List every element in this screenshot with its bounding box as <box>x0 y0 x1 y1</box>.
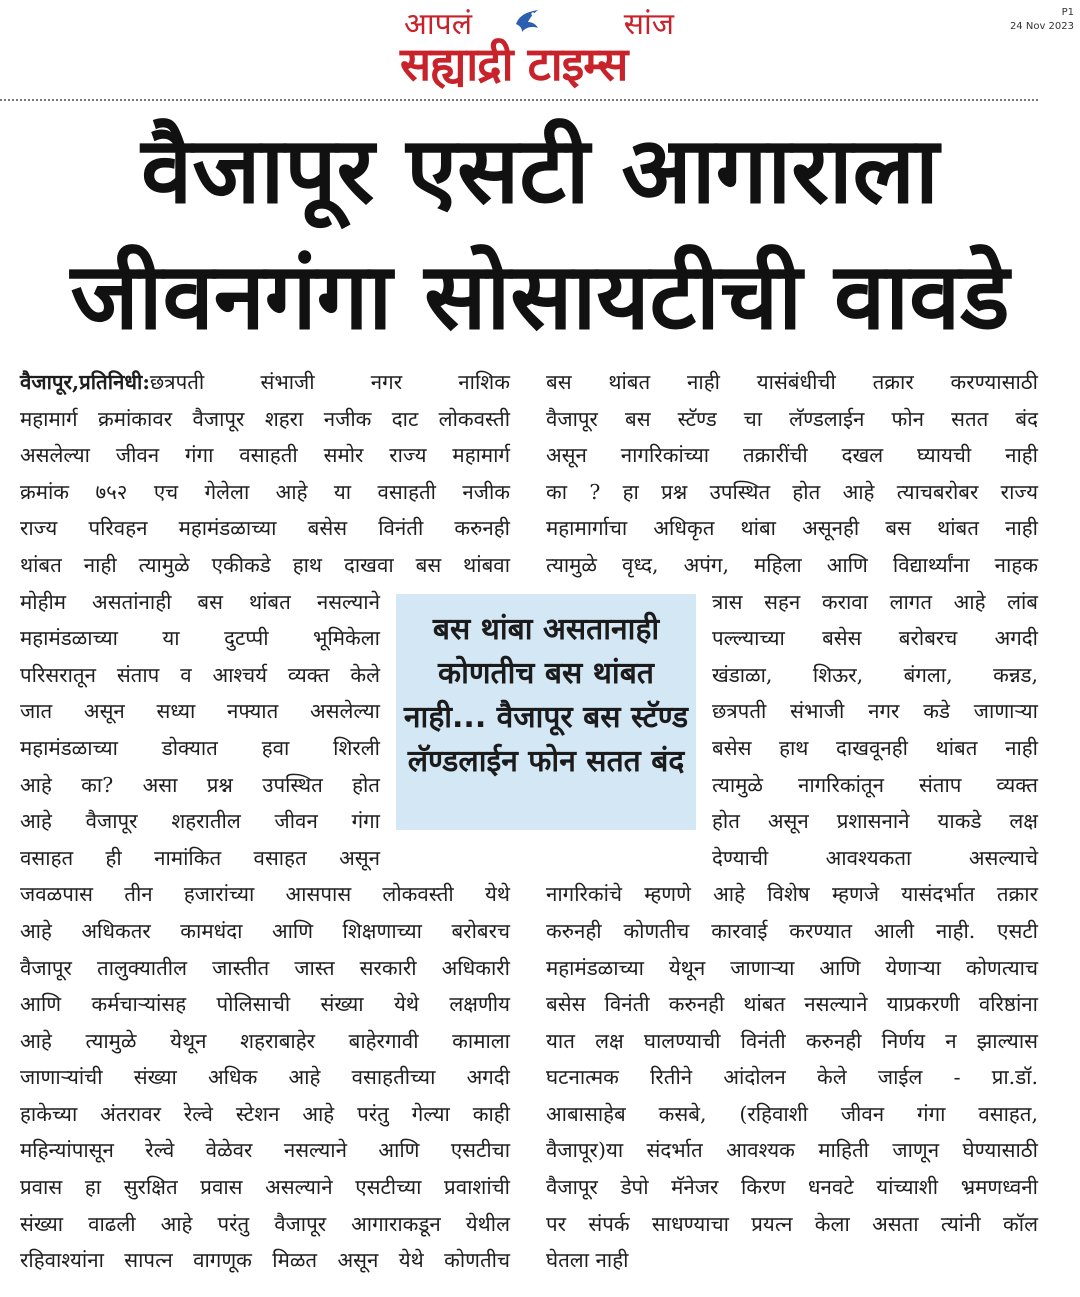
article-line: मोहीम असतांनाही बस थांबत नसल्याने <box>20 589 380 614</box>
article-line: नागरिकांचे म्हणणे आहे विशेष म्हणजे यासंदर्भात तक्रार <box>546 882 1038 907</box>
article-line <box>20 364 510 401</box>
article-line: वसाहत ही नामांकित वसाहत असून <box>20 845 380 870</box>
article-line: होत असून प्रशासनाने याकडे लक्ष <box>712 809 1038 834</box>
article-line: वैजापूर डेपो मॅनेजर किरण धनवटे यांच्याशी भ्रमणध्वनी <box>546 1175 1038 1200</box>
page-number: P1 <box>1061 7 1074 18</box>
article-line: महामंडळाच्या डोक्यात हवा शिरली <box>20 735 380 760</box>
article-line: देण्याची आवश्यकता असल्याचे <box>712 845 1038 870</box>
article-line: छत्रपती संभाजी नगर कडे जाणाऱ्या <box>712 699 1038 724</box>
article-line: वैजापूर)या संदर्भात आवश्यक माहिती जाणून घेण्यासाठी <box>546 1138 1038 1163</box>
article-line: आहे का? असा प्रश्न उपस्थित होत <box>20 772 380 797</box>
article-line: खंडाळा, शिऊर, बंगला, कन्नड, <box>712 662 1038 687</box>
page-meta <box>1010 6 1074 34</box>
article-line: यात लक्ष घालण्याची विनंती करुनही निर्णय न झाल्यास <box>546 1028 1038 1053</box>
headline-line-2: जीवनगंगा सोसायटीची वावडे <box>70 243 1010 350</box>
divider <box>0 99 1038 101</box>
article-line: आहे अधिकतर कामधंदा आणि शिक्षणाच्या बरोबरच <box>20 918 510 943</box>
masthead <box>380 2 700 94</box>
article-line: करुनही कोणतीच कारवाई करण्यात आली नाही. एसटी <box>546 918 1038 943</box>
masthead-top-left: आपलं <box>404 7 473 42</box>
article-line: आबासाहेब कसबे, (रहिवाशी जीवन गंगा वसाहत, <box>546 1101 1038 1126</box>
article-line: पल्ल्याच्या बसेस बरोबरच अगदी <box>712 626 1038 651</box>
article-line: प्रवास हा सुरक्षित प्रवास असल्याने एसटीच्या प्रवाशांची <box>20 1175 510 1200</box>
article-line: पर संपर्क साधण्याचा प्रयत्न केला असता त्यांनी कॉल <box>546 1211 1038 1236</box>
article-line: असून नागरिकांच्या तक्रारींची दखल घ्यायची नाही <box>546 443 1038 468</box>
article-line: असलेल्या जीवन गंगा वसाहती समोर राज्य महामार्ग <box>20 443 510 468</box>
article-line: महामार्ग क्रमांकावर वैजापूर शहरा नजीक दाट लोकवस्ती <box>20 406 510 431</box>
article-line: घेतला नाही <box>546 1248 629 1273</box>
article-line: त्यामुळे नागरिकांतून संताप व्यक्त <box>712 772 1038 797</box>
article-line: आहे त्यामुळे येथून शहराबाहेर बाहेरगावी कामाला <box>20 1028 510 1053</box>
article-line: बसेस विनंती करुनही थांबत नसल्याने याप्रकरणी वरिष्ठांना <box>546 992 1038 1017</box>
highlight-text: बस थांबा असतानाही कोणतीच बस थांबत नाही... वैजापूर बस स्टॅण्ड लॅण्डलाईन फोन सतत बंद <box>403 612 689 779</box>
article-line: महिन्यांपासून रेल्वे वेळेवर नसल्याने आणि एसटीचा <box>20 1138 510 1163</box>
article-line-text: छत्रपती संभाजी नगर नाशिक <box>149 370 510 394</box>
headline-line-1: वैजापूर एसटी आगाराला <box>141 117 939 224</box>
article-line: त्यामुळे वृध्द, अपंग, महिला आणि विद्यार्थ्यांना नाहक <box>546 552 1038 577</box>
article-line: जात असून सध्या नफ्यात असलेल्या <box>20 699 380 724</box>
masthead-top-right: सांज <box>623 7 674 42</box>
article-line: का ? हा प्रश्न उपस्थित होत आहे त्याचबरोबर राज्य <box>546 479 1038 504</box>
article-line: परिसरातून संताप व आश्चर्य व्यक्त केले <box>20 662 380 687</box>
article-line: त्रास सहन करावा लागत आहे लांब <box>712 589 1038 614</box>
article-line: थांबत नाही त्यामुळे एकीकडे हाथ दाखवा बस थांबवा <box>20 552 510 577</box>
article-line: आहे वैजापूर शहरातील जीवन गंगा <box>20 809 380 834</box>
article-line: जवळपास तीन हजारांच्या आसपास लोकवस्ती येथे <box>20 882 510 907</box>
article-line: जाणाऱ्यांची संख्या अधिक आहे वसाहतीच्या अगदी <box>20 1065 510 1090</box>
article-right-column <box>546 364 1038 1279</box>
article-line: क्रमांक ७५२ एच गेलेला आहे या वसाहती नजीक <box>20 479 510 504</box>
article-line: महामंडळाच्या या दुटप्पी भूमिकेला <box>20 626 380 651</box>
article-line: महामार्गाचा अधिकृत थांबा असूनही बस थांबत नाही <box>546 516 1038 541</box>
page-date: 24 Nov 2023 <box>1009 21 1074 32</box>
article-line: महामंडळाच्या येथून जाणाऱ्या आणि येणाऱ्या कोणत्याच <box>546 955 1038 980</box>
masthead-title: सह्याद्री टाइम्स <box>400 37 628 91</box>
headline <box>0 108 1080 360</box>
article-line: घटनात्मक रितीने आंदोलन केले जाईल - प्रा.डॉ. <box>546 1065 1038 1090</box>
article-line: बस थांबत नाही यासंबंधीची तक्रार करण्यासाठी <box>546 370 1038 394</box>
article-line: वैजापूर तालुक्यातील जास्तीत जास्त सरकारी अधिकारी <box>20 955 510 980</box>
article-line: बसेस हाथ दाखवूनही थांबत नाही <box>712 735 1038 760</box>
article-line: हाकेच्या अंतरावर रेल्वे स्टेशन आहे परंतु गेल्या काही <box>20 1101 510 1126</box>
article-line: राज्य परिवहन महामंडळाच्या बसेस विनंती करुनही <box>20 516 510 541</box>
article-line: रहिवाश्यांना सापत्न वागणूक मिळत असून येथे कोणतीच <box>20 1248 510 1273</box>
article-line: संख्या वाढली आहे परंतु वैजापूर आगाराकडून येथील <box>20 1211 510 1236</box>
dateline: वैजापूर,प्रतिनिधी: <box>20 370 150 394</box>
article-line: वैजापूर बस स्टॅण्ड चा लॅण्डलाईन फोन सतत बंद <box>546 406 1038 431</box>
article-line: आणि कर्मचाऱ्यांसह पोलिसाची संख्या येथे लक्षणीय <box>20 992 510 1017</box>
